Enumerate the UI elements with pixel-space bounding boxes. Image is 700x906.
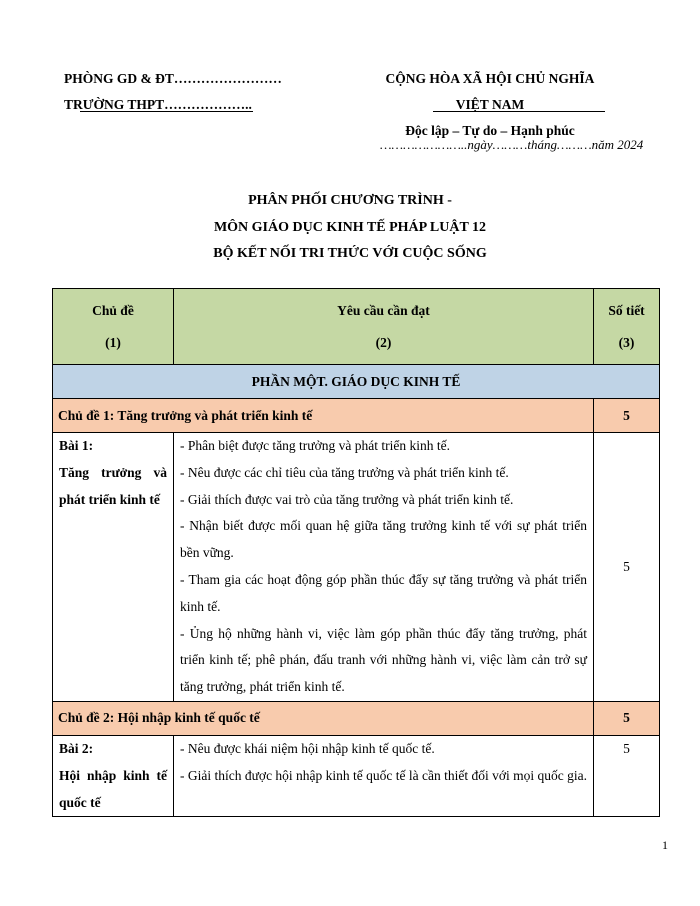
school-line: TRƯỜNG THPT……………….. bbox=[64, 97, 252, 112]
lesson-periods: 5 bbox=[594, 735, 660, 816]
requirement-item: - Tham gia các hoạt động góp phần thúc đẩy sự tăng trưởng và phát triển kinh tế. bbox=[180, 571, 587, 614]
requirement-item: - Phân biệt được tăng trưởng và phát triển kinh tế. bbox=[180, 438, 450, 453]
country-line: CỘNG HÒA XÃ HỘI CHỦ NGHĨA VIỆT NAM bbox=[385, 71, 595, 112]
requirement-item: - Giải thích được hội nhập kinh tế quốc tế là cần thiết đối với mọi quốc gia. bbox=[180, 767, 587, 783]
requirement-item: - Ủng hộ những hành vi, việc làm góp phần thúc đẩy tăng trưởng, phát triển kinh tế; phê phán, đấu tranh với những hành vi, việc làm cản trở sự tăng trưởng, phát triển kinh tế. bbox=[180, 625, 587, 695]
part-row bbox=[53, 365, 660, 399]
lesson-periods: 5 bbox=[594, 433, 660, 702]
lesson-requirements bbox=[174, 735, 594, 816]
header-right bbox=[372, 66, 608, 144]
requirement-item: - Nêu được khái niệm hội nhập kinh tế quốc tế. bbox=[180, 740, 435, 756]
lesson-row bbox=[53, 433, 660, 702]
topic-row bbox=[53, 701, 660, 735]
topic-periods: 5 bbox=[594, 399, 660, 433]
department-line: PHÒNG GD & ĐT…………………… bbox=[64, 71, 282, 86]
topic-title: Chủ đề 1: Tăng trưởng và phát triển kinh tế bbox=[53, 399, 594, 433]
curriculum-table bbox=[52, 288, 660, 817]
topic-title: Chủ đề 2: Hội nhập kinh tế quốc tế bbox=[53, 701, 594, 735]
lesson-requirements bbox=[174, 433, 594, 702]
left-underline bbox=[80, 111, 253, 112]
title-line-2: MÔN GIÁO DỤC KINH TẾ PHÁP LUẬT 12 bbox=[213, 219, 487, 235]
requirement-item: - Nêu được các chỉ tiêu của tăng trưởng và phát triển kinh tế. bbox=[180, 464, 509, 480]
right-underline bbox=[433, 111, 605, 112]
header-periods: Số tiết (3) bbox=[594, 289, 660, 365]
document-title bbox=[0, 188, 700, 268]
title-line-1: PHÂN PHỐI CHƯƠNG TRÌNH - bbox=[248, 193, 452, 208]
topic-periods: 5 bbox=[594, 701, 660, 735]
table-header-row bbox=[53, 289, 660, 365]
lesson-name: Bài 2: Hội nhập kinh tế quốc tế bbox=[53, 735, 174, 816]
requirement-item: - Giải thích được vai trò của tăng trưởng và phát triển kinh tế. bbox=[180, 491, 514, 507]
date-line: …………………..ngày………tháng………năm 2024 bbox=[380, 137, 644, 152]
header-requirements: Yêu cầu cần đạt (2) bbox=[174, 289, 594, 365]
motto-line: Độc lập – Tự do – Hạnh phúc bbox=[405, 123, 575, 138]
header-topic: Chủ đề (1) bbox=[53, 289, 174, 365]
title-line-3: BỘ KẾT NỐI TRI THỨC VỚI CUỘC SỐNG bbox=[213, 246, 487, 261]
topic-row bbox=[53, 399, 660, 433]
lesson-row bbox=[53, 735, 660, 816]
page-number: 1 bbox=[662, 838, 668, 852]
lesson-name: Bài 1: Tăng trưởng và phát triển kinh tế bbox=[53, 433, 174, 702]
part-title: PHẦN MỘT. GIÁO DỤC KINH TẾ bbox=[53, 365, 660, 399]
requirement-item: - Nhận biết được mối quan hệ giữa tăng trưởng kinh tế với sự phát triển bền vững. bbox=[180, 518, 587, 561]
